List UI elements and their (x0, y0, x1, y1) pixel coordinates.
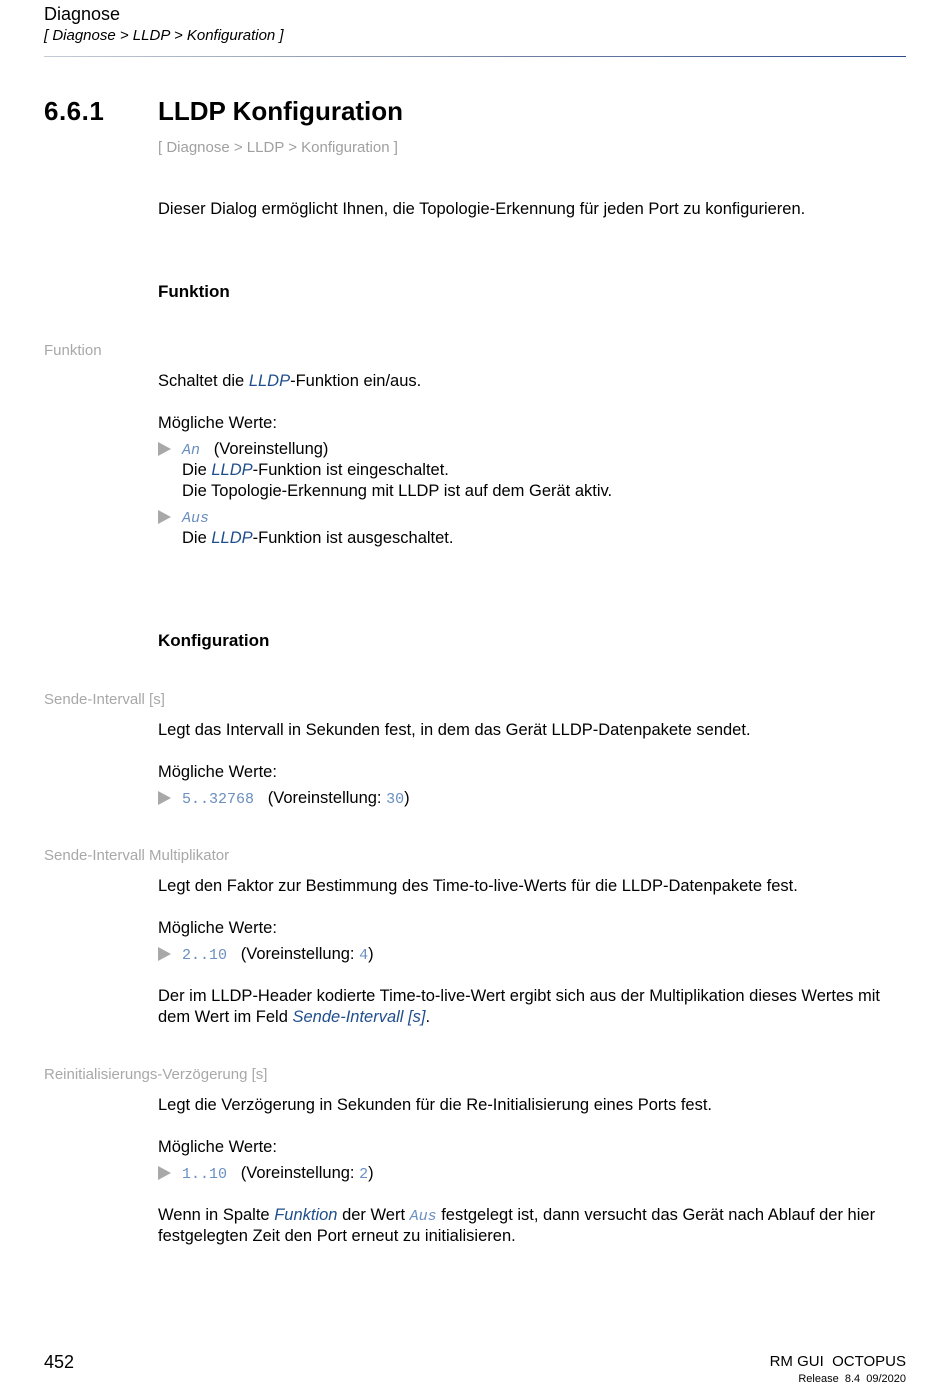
section-intro: Dieser Dialog ermöglicht Ihnen, die Topologie-Erkennung für jeden Port zu konfigurieren. (158, 200, 806, 218)
text-post: -Funktion ist eingeschaltet. (252, 461, 449, 479)
funktion-link[interactable]: Funktion (274, 1206, 338, 1224)
footer-doc-title: RM GUI OCTOPUS (769, 1353, 906, 1370)
funktion-description (158, 371, 421, 392)
section-breadcrumb: [ Diagnose > LLDP > Konfiguration ] (158, 139, 398, 156)
konfiguration-heading: Konfiguration (158, 631, 270, 650)
option-an (182, 439, 328, 461)
text-mid: der Wert (337, 1206, 410, 1224)
page-header-breadcrumb: [ Diagnose > LLDP > Konfiguration ] (44, 27, 284, 44)
send-interval-description: Legt das Intervall in Sekunden fest, in dem das Gerät LLDP-Datenpakete sendet. (158, 721, 751, 739)
default-value: 2 (359, 1166, 369, 1183)
default-post: ) (368, 945, 374, 963)
reinit-note-line2: festgelegten Zeit den Port erneut zu initialisieren. (158, 1227, 516, 1245)
range-value: 5..32768 (182, 791, 255, 808)
text-pre: dem Wert im Feld (158, 1008, 293, 1026)
range-value: 2..10 (182, 947, 228, 964)
funktion-field-label: Funktion (44, 342, 102, 359)
multiplier-description: Legt den Faktor zur Bestimmung des Time-to-live-Werts für die LLDP-Datenpakete fest. (158, 877, 798, 895)
multiplier-note-line2 (158, 1007, 430, 1028)
default-value: 4 (359, 947, 369, 964)
range-value: 1..10 (182, 1166, 228, 1183)
footer-release: Release 8.4 09/2020 (798, 1373, 906, 1385)
bullet-triangle-icon (158, 440, 174, 458)
multiplier-label: Sende-Intervall Multiplikator (44, 847, 230, 864)
text-pre: Die (182, 529, 212, 547)
send-interval-values-label: Mögliche Werte: (158, 763, 277, 781)
option-aus-line1 (182, 528, 453, 549)
funktion-values-label: Mögliche Werte: (158, 414, 277, 432)
send-interval-label: Sende-Intervall [s] (44, 691, 165, 708)
send-interval-range (182, 788, 410, 810)
bullet-triangle-icon (158, 1164, 174, 1182)
lldp-link[interactable]: LLDP (248, 372, 291, 390)
option-an-value: An (182, 442, 201, 459)
lldp-link[interactable]: LLDP (211, 461, 253, 479)
bullet-triangle-icon (158, 945, 174, 963)
text-post: . (425, 1008, 431, 1026)
aus-value: Aus (409, 1208, 437, 1225)
text-post: festgelegt ist, dann versucht das Gerät nach Ablauf der hier (436, 1206, 876, 1224)
default-post: ) (368, 1164, 374, 1182)
reinit-note-line1 (158, 1205, 875, 1227)
multiplier-range (182, 944, 374, 966)
desc-post: -Funktion ein/aus. (290, 372, 422, 390)
bullet-triangle-icon (158, 508, 174, 526)
bullet-triangle-icon (158, 789, 174, 807)
default-pre: (Voreinstellung: (240, 1164, 360, 1182)
option-aus-value: Aus (182, 510, 210, 527)
option-an-line1 (182, 460, 449, 481)
page-header-title: Diagnose (44, 4, 121, 24)
default-pre: (Voreinstellung: (240, 945, 360, 963)
page-number: 452 (44, 1352, 75, 1372)
reinit-description: Legt die Verzögerung in Sekunden für die Re-Initialisierung eines Ports fest. (158, 1096, 712, 1114)
option-an-default: (Voreinstellung) (213, 440, 329, 458)
reinit-label: Reinitialisierungs-Verzögerung [s] (44, 1066, 268, 1083)
section-number: 6.6.1 (44, 96, 105, 126)
send-interval-link[interactable]: Sende-Intervall [s] (292, 1008, 426, 1026)
lldp-link[interactable]: LLDP (211, 529, 253, 547)
text-pre: Die (182, 461, 212, 479)
header-divider (44, 56, 906, 57)
option-an-line2: Die Topologie-Erkennung mit LLDP ist auf dem Gerät aktiv. (182, 482, 613, 500)
reinit-range (182, 1163, 374, 1185)
text-post: -Funktion ist ausgeschaltet. (252, 529, 454, 547)
multiplier-values-label: Mögliche Werte: (158, 919, 277, 937)
default-pre: (Voreinstellung: (267, 789, 387, 807)
desc-pre: Schaltet die (158, 372, 249, 390)
funktion-heading: Funktion (158, 282, 230, 301)
default-value: 30 (386, 791, 405, 808)
section-title: LLDP Konfiguration (158, 96, 404, 126)
multiplier-note-line1: Der im LLDP-Header kodierte Time-to-live-Wert ergibt sich aus der Multiplikation dieses Wertes mit (158, 987, 880, 1005)
option-aus (182, 507, 209, 529)
default-post: ) (404, 789, 410, 807)
text-pre: Wenn in Spalte (158, 1206, 275, 1224)
reinit-values-label: Mögliche Werte: (158, 1138, 277, 1156)
